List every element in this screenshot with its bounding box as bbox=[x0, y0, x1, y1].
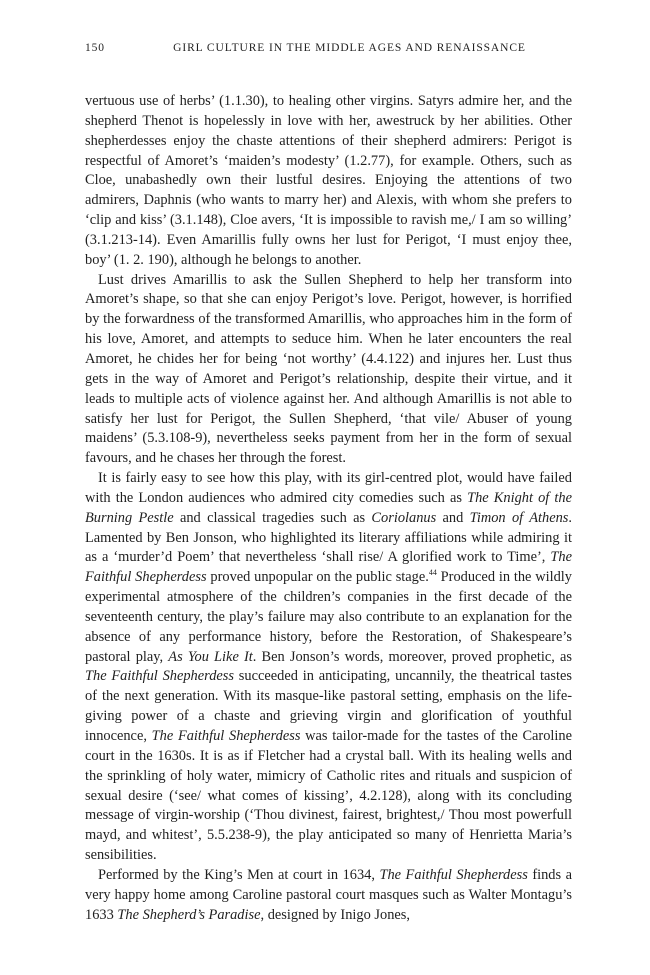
page-number: 150 bbox=[85, 42, 105, 54]
text-run: was tailor-made for the tastes of the Caroline court in the 1630s. It is as if Fletcher had a crystal ball. With its healing wells and the sprinkling of holy water, mimicry of Catholic rites and rituals and suspicion of sexual desire (‘see/ what comes of kissing’, 4.2.128), along with its concluding message of virgin-worship (‘Thou divinest, fairest, brightest,/ Thou most powerfull mayd, and whitest’, 5.5.238-9), the play anticipated so many of Henrietta Maria’s sensibilities. bbox=[85, 728, 572, 864]
work-title: The Faithful Shepherdess bbox=[85, 549, 572, 586]
text-run: . Ben Jonson’s words, moreover, proved prophetic, as bbox=[252, 648, 572, 665]
footnote-marker[interactable]: 44 bbox=[428, 568, 437, 578]
text-run: It is fairly easy to see how this play, with its girl-centred plot, would have failed with the London audiences who admired city comedies such as bbox=[85, 470, 572, 506]
work-title: The Faithful Shepherdess bbox=[379, 866, 528, 883]
work-title: As You Like It bbox=[168, 648, 253, 665]
text-run: succeeded in anticipating, uncannily, the theatrical tastes of the next generation. With its masque-like pastoral setting, emphasis on the life-giving power of a chaste and grieving virgin and glorification of youthful innocence, bbox=[85, 668, 572, 744]
text-run: finds a very happy home among Caroline pastoral court masques such as Walter Montagu’s 1633 bbox=[85, 866, 572, 923]
text-run: and classical tragedies such as bbox=[173, 509, 372, 526]
running-head: GIRL CULTURE IN THE MIDDLE AGES AND RENAISSANCE bbox=[173, 42, 526, 54]
text-run: Lust drives Amarillis to ask the Sullen Shepherd to help her transform into Amoret’s shape, so that she can enjoy Perigot’s love. Perigot, however, is horrified by the forwardness of the transformed Amarillis, who approaches him in the form of his love, Amoret, and attempts to seduce him. When he later encounters the real Amoret, he chides her for being ‘not worthy’ (4.4.122) and injures her. Lust thus gets in the way of Amoret and Perigot’s relationship, despite their virtue, and it leads to multiple acts of violence against her. And although Amarillis is not able to satisfy her lust for Perigot, the Sullen Shepherd, ‘that vile/ Abuser of young maidens’ (5.3.108-9), nevertheless seeks payment from her in the form of sexual favours, and he chases her through the forest. bbox=[85, 271, 572, 467]
paragraph-1 bbox=[85, 92, 572, 271]
paragraph-2 bbox=[85, 271, 572, 469]
paragraph-3 bbox=[85, 469, 572, 866]
text-run: vertuous use of herbs’ (1.1.30), to healing other virgins. Satyrs admire her, and the shepherd Thenot is hopelessly in love with her, awestruck by her abilities. Other shepherdesses enjoy the chaste attentions of their shepherd admirers: Perigot is respectful of Amoret’s ‘maiden’s modesty’ (1.2.77), for example. Others, such as Cloe, unabashedly own their lustful desires. Enjoying the attentions of two admirers, Daphnis (who wants to marry her) and Alexis, with whom she prefers to ‘clip and kiss’ (3.1.148), Cloe avers, ‘It is impossible to ravish me,/ I am so willing’ (3.1.213-14). Even Amarillis fully owns her lust for Perigot, ‘I must enjoy thee, boy’ (1. 2. 190), although he belongs to another. bbox=[85, 93, 572, 268]
text-run: Performed by the King’s Men at court in 1634, bbox=[98, 866, 380, 883]
work-title: The Faithful Shepherdess bbox=[85, 668, 234, 685]
book-page bbox=[85, 42, 572, 925]
text-run: and bbox=[436, 509, 470, 526]
text-run: proved unpopular on the public stage. bbox=[206, 569, 429, 586]
work-title: The Faithful Shepherdess bbox=[151, 728, 301, 744]
text-run: . Lamented by Ben Jonson, who highlighted its literary affiliations while admiring it as a ‘murder’d Poem’ that nevertheless ‘shall rise/ A glorified work to Time’, bbox=[85, 509, 572, 566]
work-title: The Knight of the Burning Pestle bbox=[85, 489, 572, 526]
page-header bbox=[85, 42, 572, 62]
work-title: The Shepherd’s Paradise bbox=[117, 906, 261, 923]
paragraph-4 bbox=[85, 866, 572, 926]
text-run: , designed by Inigo Jones, bbox=[260, 906, 410, 923]
work-title: Coriolanus bbox=[371, 509, 437, 526]
text-run: Produced in the wildly experimental atmosphere of the children’s companies in the first decade of the seventeenth century, the play’s failure may also contribute to an explanation for the absence of any performance history, before the Restoration, of Shakespeare’s pastoral play, bbox=[85, 569, 572, 665]
work-title: Timon of Athens bbox=[469, 509, 569, 526]
body-text bbox=[85, 92, 572, 925]
